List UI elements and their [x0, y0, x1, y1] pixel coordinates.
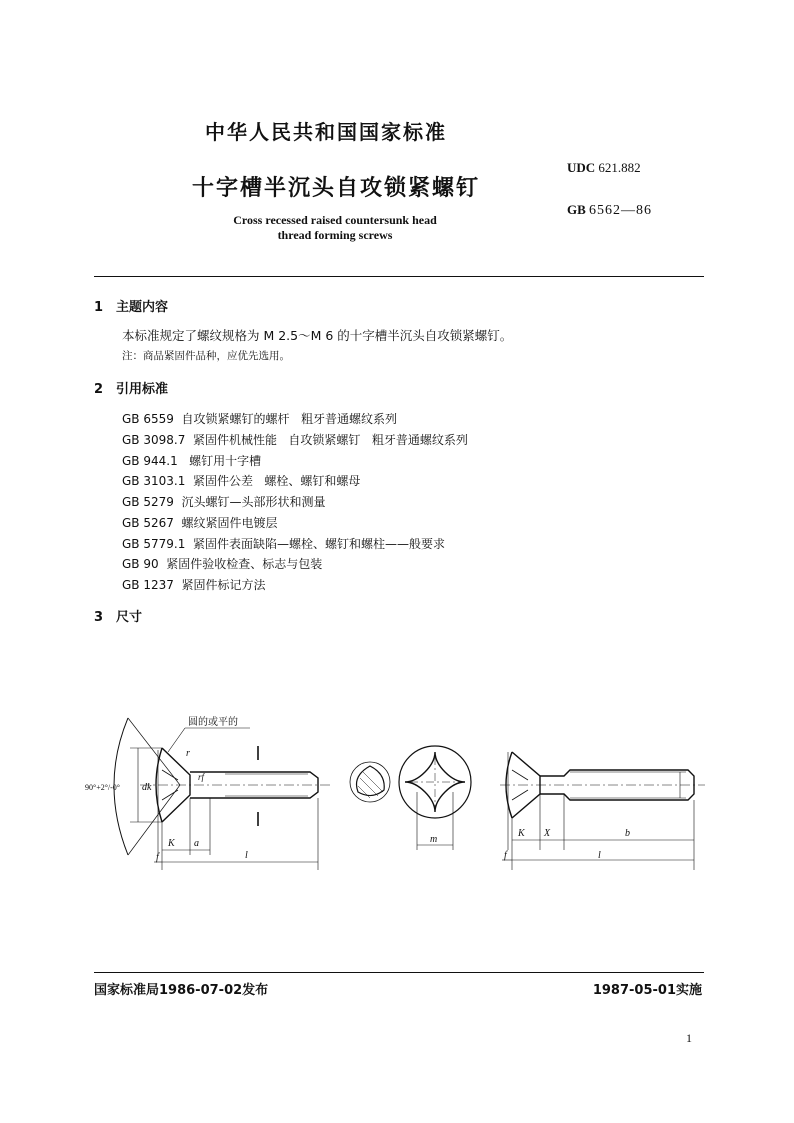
national-standard-heading: 中华人民共和国国家标准	[205, 120, 447, 144]
section-1-note: 注：商品紧固件品种，应优先选用。	[122, 350, 290, 362]
title-en-line2: thread forming screws	[277, 228, 393, 242]
reference-item: GB 5267 螺纹紧固件电镀层	[122, 516, 278, 530]
section-2-number: 2	[94, 382, 104, 397]
side-view-left	[114, 718, 330, 870]
section-3-heading	[94, 606, 142, 625]
reference-item: GB 6559 自攻锁紧螺钉的螺杆 粗牙普通螺纹系列	[122, 412, 397, 426]
reference-item: GB 944.1 螺钉用十字槽	[122, 454, 262, 468]
section-3-number: 3	[94, 610, 104, 625]
reference-item: GB 3098.7 紧固件机械性能 自攻锁紧螺钉 粗牙普通螺纹系列	[122, 433, 468, 447]
thread-cross-section	[350, 762, 390, 802]
reference-item: GB 5279 沉头螺钉—头部形状和测量	[122, 495, 326, 509]
reference-item: GB 5779.1 紧固件表面缺陷—螺栓、螺钉和螺柱——般要求	[122, 537, 445, 551]
dk-label: dk	[142, 782, 152, 793]
section-2-title: 引用标准	[116, 382, 169, 397]
gb-code	[567, 202, 652, 219]
title-en-line1: Cross recessed raised countersunk head	[233, 213, 437, 227]
section-1-number: 1	[94, 300, 104, 315]
f-label-right: f	[504, 850, 507, 861]
document-title-en	[200, 213, 470, 243]
l-label-right: l	[598, 850, 601, 861]
K-label: K	[168, 838, 175, 849]
r-label: r	[186, 748, 190, 759]
udc-code	[567, 160, 641, 176]
footer-divider	[94, 972, 704, 973]
m-label: m	[430, 834, 438, 845]
effective-date: 1987-05-01实施	[592, 983, 702, 998]
reference-item: GB 90 紧固件验收检查、标志与包装	[122, 557, 323, 571]
head-note-label: 圆的或平的	[188, 717, 238, 728]
f-label-left: f	[156, 852, 159, 863]
udc-value: 621.882	[598, 160, 641, 175]
header-divider	[94, 276, 704, 277]
K-label-right: K	[518, 828, 525, 839]
l-label-left: l	[245, 850, 248, 861]
section-1-heading	[94, 296, 168, 315]
reference-item: GB 3103.1 紧固件公差 螺栓、螺钉和螺母	[122, 474, 361, 488]
page-number: 1	[686, 1031, 692, 1045]
a-label: a	[194, 838, 199, 849]
document-title-cn: 十字槽半沉头自攻锁紧螺钉	[192, 176, 481, 201]
gb-value: 6562—86	[589, 203, 653, 218]
issue-date: 国家标准局1986-07-02发布	[94, 983, 269, 998]
X-label: X	[544, 828, 551, 839]
angle-label: 90°+2°/-0°	[85, 783, 120, 792]
gb-label: GB	[567, 202, 586, 217]
reference-item: GB 1237 紧固件标记方法	[122, 578, 266, 592]
section-3-title: 尺寸	[116, 610, 143, 625]
screw-dimension-drawing	[80, 700, 720, 900]
section-1-body: 本标准规定了螺纹规格为 M 2.5～M 6 的十字槽半沉头自攻锁紧螺钉。	[122, 328, 513, 343]
side-view-right	[500, 752, 705, 870]
b-label: b	[625, 828, 630, 839]
udc-label: UDC	[567, 160, 596, 175]
rf-label: rf	[198, 772, 205, 782]
section-2-heading	[94, 378, 168, 397]
section-1-title: 主题内容	[116, 300, 169, 315]
